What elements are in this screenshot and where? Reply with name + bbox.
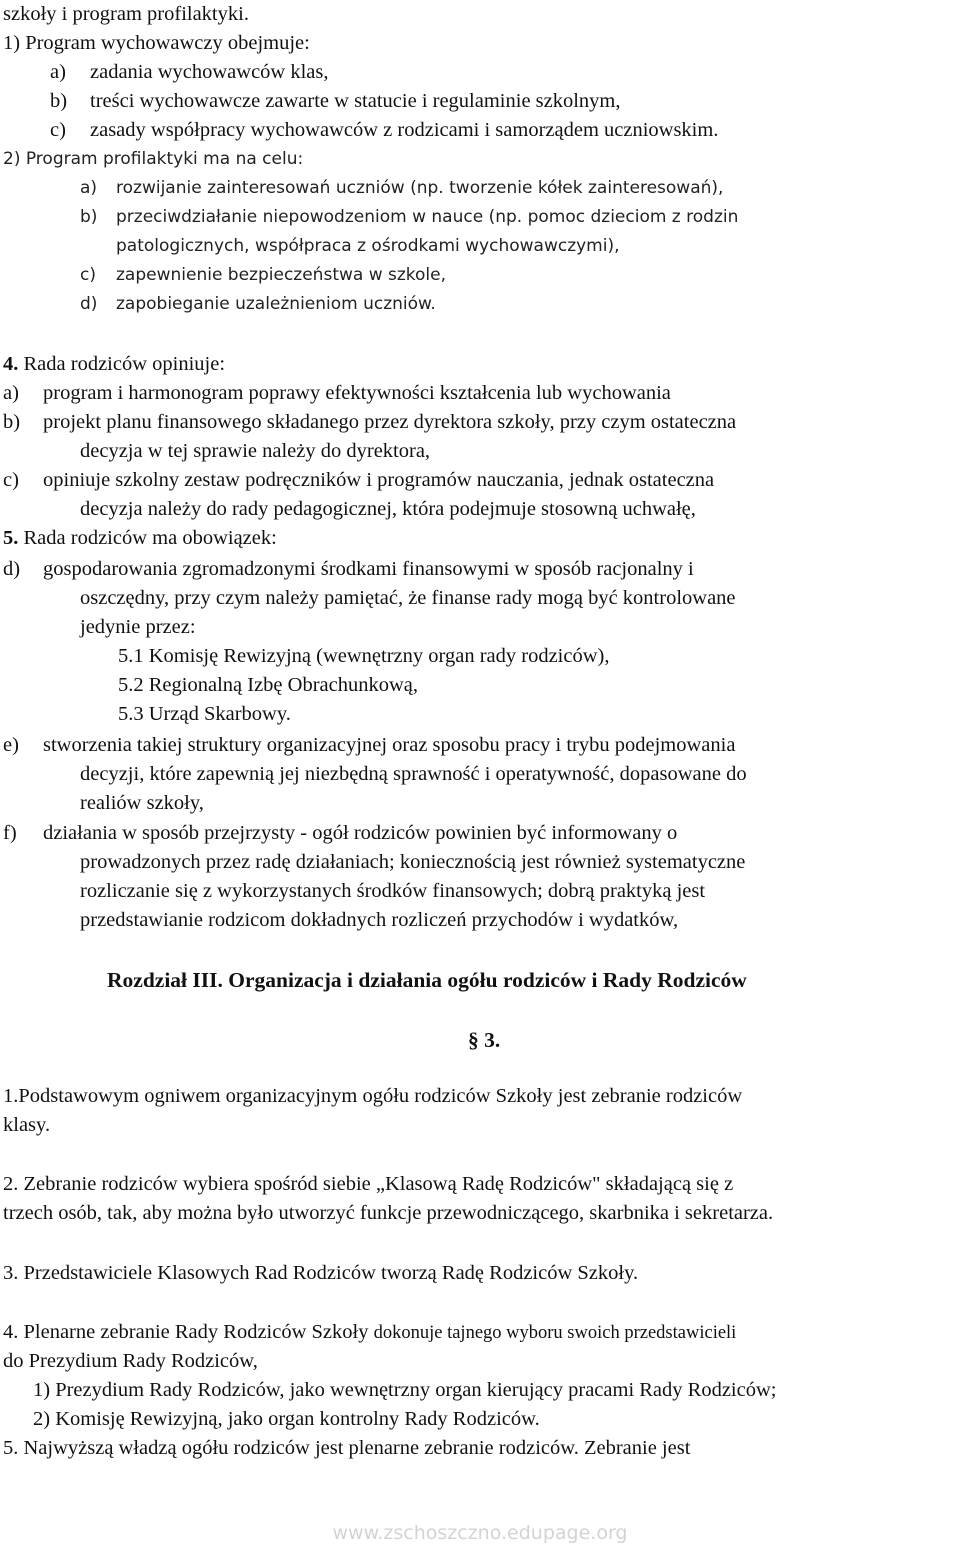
paragraph-line: 2. Zebranie rodziców wybiera spośród siebie „Klasową Radę Rodziców" składającą się z <box>3 1173 734 1195</box>
section-heading <box>3 350 225 379</box>
list-label: b) <box>80 207 98 227</box>
list-label: e) <box>3 734 19 756</box>
list-label: c) <box>80 265 96 285</box>
text-line: prowadzonych przez radę działaniach; koniecznością jest również systematyczne <box>80 851 746 873</box>
text-line: decyzji, które zapewnią jej niezbędną sprawność i operatywność, dopasowane do <box>80 763 747 785</box>
section-text: Rada rodziców opiniuje: <box>18 353 226 375</box>
list-item <box>50 87 621 116</box>
list-label: d) <box>80 294 98 314</box>
section-number: 5. <box>3 527 19 549</box>
list-label: c) <box>3 469 19 491</box>
text-line: szkoły i program profilaktyki. <box>3 3 249 25</box>
list-item <box>80 203 738 232</box>
list-label: a) <box>3 382 19 404</box>
list-label: d) <box>3 558 21 580</box>
footer-watermark[interactable]: www.zschoszczno.edupage.org <box>332 1522 628 1544</box>
chapter-heading: Rozdział III. Organizacja i działania ogółu rodziców i Rady Rodziców <box>107 968 747 992</box>
list-item <box>3 819 677 848</box>
list-text: działania w sposób przejrzysty - ogół rodziców powinien być informowany o <box>43 822 678 844</box>
list-text: przeciwdziałanie niepowodzeniom w nauce (np. pomoc dzieciom z rodzin <box>116 207 739 227</box>
list-item <box>50 116 718 145</box>
list-text: zapobieganie uzależnieniom uczniów. <box>116 294 436 314</box>
list-text: projekt planu finansowego składanego przez dyrektora szkoły, przy czym ostateczna <box>43 411 737 433</box>
list-text: program i harmonogram poprawy efektywności kształcenia lub wychowania <box>43 382 671 404</box>
list-label: c) <box>50 119 66 141</box>
section-symbol-heading: § 3. <box>468 1028 501 1052</box>
text-line: decyzja należy do rady pedagogicznej, która podejmuje stosowną uchwałę, <box>80 498 696 520</box>
list-text: zadania wychowawców klas, <box>90 61 329 83</box>
list-item <box>80 290 436 319</box>
text-line: rozliczanie się z wykorzystanych środków finansowych; dobrą praktyką jest <box>80 880 706 902</box>
paragraph-line: klasy. <box>3 1114 51 1136</box>
text-line: realiów szkoły, <box>80 792 204 814</box>
text-line: 1) Program wychowawczy obejmuje: <box>3 32 310 54</box>
text-line: jedynie przez: <box>80 616 196 638</box>
list-item: 2) Komisję Rewizyjną, jako organ kontrolny Rady Rodziców. <box>33 1408 540 1430</box>
list-item <box>3 379 671 408</box>
list-label: f) <box>3 822 17 844</box>
section-heading <box>3 524 277 553</box>
list-text: zasady współpracy wychowawców z rodzicami i samorządem uczniowskim. <box>90 119 719 141</box>
paragraph-line: do Prezydium Rady Rodziców, <box>3 1350 258 1372</box>
paragraph-text: 4. Plenarne zebranie Rady Rodziców Szkoły <box>3 1321 374 1343</box>
list-item <box>80 261 446 290</box>
list-item: 1) Prezydium Rady Rodziców, jako wewnętrzny organ kierujący pracami Rady Rodziców; <box>33 1379 777 1401</box>
list-item <box>80 174 723 203</box>
list-text: opiniuje szkolny zestaw podręczników i programów nauczania, jednak ostateczna <box>43 469 715 491</box>
paragraph-line: 3. Przedstawiciele Klasowych Rad Rodziców tworzą Radę Rodziców Szkoły. <box>3 1262 639 1284</box>
list-label: b) <box>50 90 68 112</box>
list-item <box>3 466 714 495</box>
list-item <box>3 408 736 437</box>
text-line: oszczędny, przy czym należy pamiętać, że finanse rady mogą być kontrolowane <box>80 587 736 609</box>
text-line: 5.2 Regionalną Izbę Obrachunkową, <box>118 674 418 696</box>
text-line: 5.1 Komisję Rewizyjną (wewnętrzny organ rady rodziców), <box>118 645 610 667</box>
list-item <box>3 555 694 584</box>
paragraph-text-small: dokonuje tajnego wyboru swoich przedstawicieli <box>373 1323 737 1343</box>
list-text: gospodarowania zgromadzonymi środkami finansowymi w sposób racjonalny i <box>43 558 694 580</box>
text-line: patologicznych, współpraca z ośrodkami wychowawczymi), <box>116 236 620 256</box>
list-label: a) <box>80 178 98 198</box>
list-label: b) <box>3 411 21 433</box>
text-line: 2) Program profilaktyki ma na celu: <box>3 149 304 169</box>
text-line: 5.3 Urząd Skarbowy. <box>118 703 291 725</box>
paragraph-line: 1.Podstawowym ogniwem organizacyjnym ogółu rodziców Szkoły jest zebranie rodziców <box>3 1085 743 1107</box>
section-number: 4. <box>3 353 19 375</box>
text-line: decyzja w tej sprawie należy do dyrektora, <box>80 440 431 462</box>
paragraph-line <box>3 1318 736 1348</box>
text-line: przedstawianie rodzicom dokładnych rozliczeń przychodów i wydatków, <box>80 909 679 931</box>
paragraph-line: 5. Najwyższą władzą ogółu rodziców jest plenarne zebranie rodziców. Zebranie jest <box>3 1437 691 1459</box>
list-text: rozwijanie zainteresowań uczniów (np. tworzenie kółek zainteresowań), <box>116 178 724 198</box>
list-text: treści wychowawcze zawarte w statucie i regulaminie szkolnym, <box>90 90 621 112</box>
paragraph-line: trzech osób, tak, aby można było utworzyć funkcje przewodniczącego, skarbnika i sekretarza. <box>3 1202 774 1224</box>
list-text: stworzenia takiej struktury organizacyjnej oraz sposobu pracy i trybu podejmowania <box>43 734 736 756</box>
list-label: a) <box>50 61 66 83</box>
list-item <box>3 731 735 760</box>
section-text: Rada rodziców ma obowiązek: <box>18 527 277 549</box>
list-item <box>50 58 329 87</box>
list-text: zapewnienie bezpieczeństwa w szkole, <box>116 265 447 285</box>
